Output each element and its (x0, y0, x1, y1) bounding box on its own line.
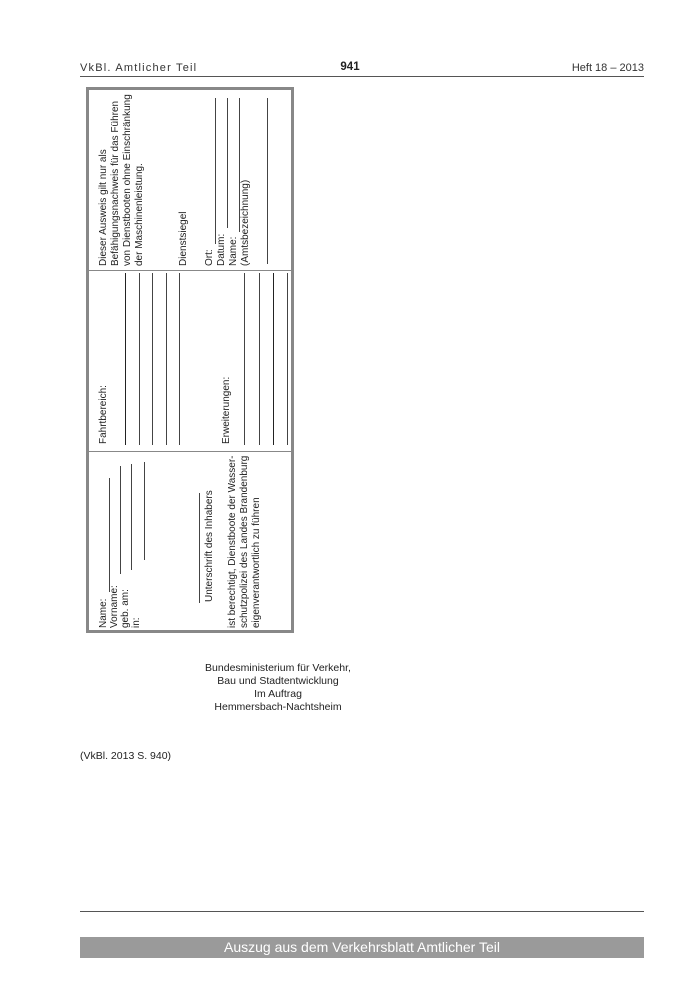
ministry-name: Bundesministerium für Verkehr, (205, 662, 351, 674)
footer-divider (80, 911, 644, 912)
datum-line (227, 98, 228, 228)
validity-text-2: Befähigungsnachweis für das Führen (110, 100, 121, 266)
ort-label: Ort: (204, 249, 215, 266)
erweiterungen-label: Erweiterungen: (221, 376, 232, 444)
panel-divider-lower (89, 451, 291, 452)
reference-citation: (VkBl. 2013 S. 940) (80, 750, 172, 762)
authorization-text-3: eigenverantwortlich zu führen (251, 497, 262, 628)
in-label: in: (131, 617, 142, 628)
ministry-signature-block (205, 662, 351, 714)
publication-title: VkBl. Amtlicher Teil (80, 62, 198, 74)
name-label: Name: (98, 598, 109, 628)
im-auftrag: Im Auftrag (254, 688, 302, 700)
issue-number: Heft 18 – 2013 (571, 62, 644, 74)
signature-label: Unterschrift des Inhabers (204, 490, 215, 602)
vorname-line (120, 466, 121, 574)
page-number: 941 (340, 61, 360, 73)
header-divider (80, 76, 644, 77)
datum-label: Datum: (216, 233, 227, 266)
ort-line (215, 98, 216, 244)
validity-text-4: der Maschinenleistung. (134, 163, 145, 266)
erweiterungen-line-3 (273, 273, 274, 445)
authorization-text-2: schutzpolizei des Landes Brandenburg (239, 455, 250, 628)
dienstsiegel-label: Dienstsiegel (178, 211, 189, 266)
amtsbezeichnung-line (267, 98, 268, 264)
validity-text-3: von Dienstbooten ohne Einschränkung (122, 94, 133, 266)
ministry-name-cont: Bau und Stadtentwicklung (217, 675, 339, 687)
name-line (109, 478, 110, 592)
panel-divider-upper (89, 270, 291, 271)
footer-banner: Auszug aus dem Verkehrsblatt Amtlicher Teil (80, 937, 644, 958)
fahrtbereich-line-2 (139, 273, 140, 445)
fahrtbereich-line-5 (179, 273, 180, 445)
validity-text-1: Dieser Ausweis gilt nur als (98, 149, 109, 266)
signatory-name: Hemmersbach-Nachtsheim (214, 701, 342, 713)
geb-am-line (131, 464, 132, 570)
erweiterungen-line-4 (287, 273, 288, 445)
authorization-text-1: ist berechtigt, Dienstboote der Wasser- (227, 455, 238, 628)
in-line (144, 462, 145, 560)
boat-license-card (86, 87, 294, 633)
fahrtbereich-line-1 (125, 273, 126, 445)
issuer-name-line (239, 98, 240, 232)
erweiterungen-line-1 (244, 273, 245, 445)
amtsbezeichnung-label: (Amtsbezeichnung) (240, 179, 251, 266)
signature-line (199, 493, 200, 603)
fahrtbereich-label: Fahrtbereich: (98, 385, 109, 444)
vorname-label: Vorname: (109, 585, 120, 628)
geb-am-label: geb. am: (120, 589, 131, 628)
issuer-name-label: Name: (228, 236, 239, 266)
erweiterungen-line-2 (259, 273, 260, 445)
fahrtbereich-line-3 (152, 273, 153, 445)
fahrtbereich-line-4 (166, 273, 167, 445)
